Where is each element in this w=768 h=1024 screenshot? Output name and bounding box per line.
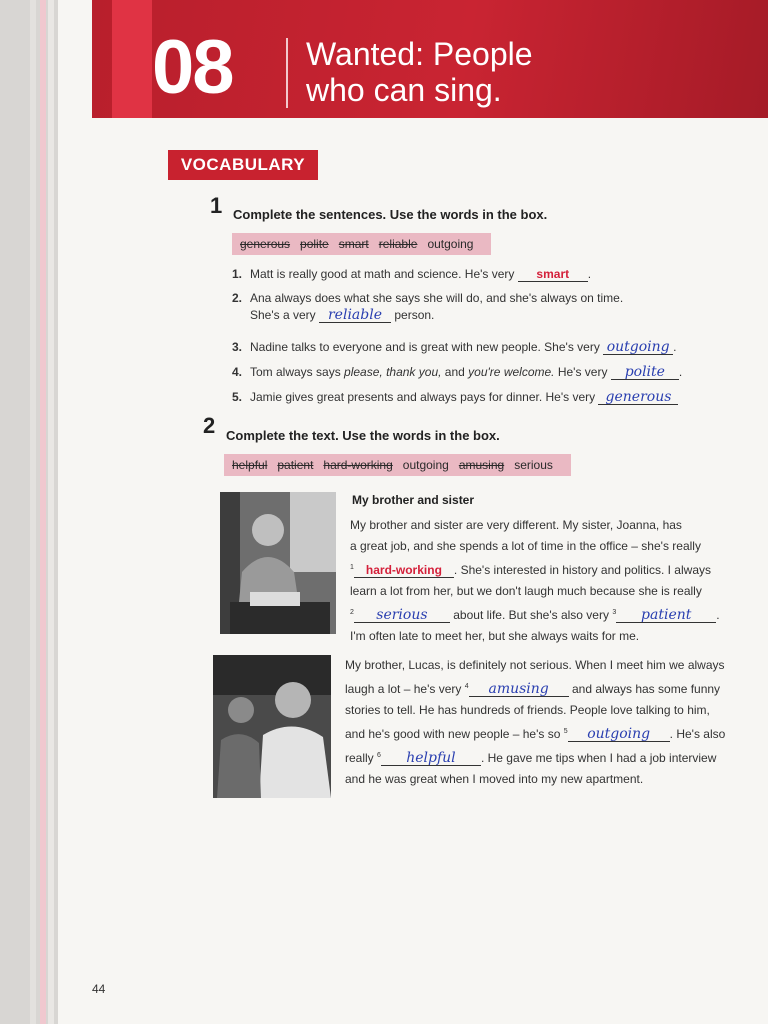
sentence-item: 4. Tom always says please, thank you, and you're welcome. He's very polite . bbox=[232, 364, 683, 380]
answer-blank[interactable]: outgoing bbox=[603, 340, 673, 355]
sentence-item-cont: She's a very reliable person. bbox=[250, 307, 435, 323]
exercise-instruction: Complete the sentences. Use the words in the box. bbox=[233, 207, 548, 222]
answer-blank[interactable]: patient bbox=[616, 608, 716, 623]
unit-title: Wanted: People who can sing. bbox=[306, 36, 533, 108]
answer-blank[interactable]: outgoing bbox=[568, 727, 670, 742]
unit-number: 08 bbox=[152, 25, 233, 110]
photo-sister bbox=[220, 492, 336, 634]
exercise-number: 2 bbox=[203, 413, 216, 438]
sentence-item: 5. Jamie gives great presents and always pays for dinner. He's very generous bbox=[232, 390, 678, 405]
exercise-instruction: Complete the text. Use the words in the box. bbox=[226, 428, 500, 443]
paragraph-sister: My brother and sister are very different. My sister, Joanna, has a great job, and she spends a lot of time in the office – she's really $^1$ hard-working . She's interested in history and politics. I always learn a lot from her, but we don't laugh much because she is really $^2$ serious about life. But she's also very $^3$ patient . I'm often late to meet her, but she always waits for me. bbox=[350, 518, 720, 643]
answer-blank[interactable]: serious bbox=[354, 608, 450, 623]
answer-blank[interactable]: reliable bbox=[319, 308, 391, 323]
answer-blank[interactable]: helpful bbox=[381, 751, 481, 766]
page-edge bbox=[48, 0, 54, 1024]
answer-blank[interactable]: generous bbox=[598, 390, 678, 405]
sentence-item: 1. Matt is really good at math and science. He's very smart . bbox=[232, 267, 592, 281]
answer-blank[interactable]: amusing bbox=[469, 682, 569, 697]
paragraph-brother: My brother, Lucas, is definitely not serious. When I meet him we always laugh a lot – he's very $^4$ amusing and always has some funny stories to tell. He has hundreds of friends. People love talking to him, and he's good with new people – he's so $^5$ outgoing . He's also really $^6$ helpful . He gave me tips when I had a job interview and he was great when I moved into my new apartment. bbox=[345, 658, 726, 786]
sentence-item: 2. Ana always does what she says she will do, and she's always on time. bbox=[232, 291, 624, 305]
answer-blank[interactable]: polite bbox=[611, 365, 679, 380]
page-number: 44 bbox=[92, 982, 106, 996]
exercise-number: 1 bbox=[210, 193, 223, 218]
text-subheading: My brother and sister bbox=[352, 493, 475, 507]
banner-divider bbox=[286, 38, 288, 108]
sentence-item: 3. Nadine talks to everyone and is great with new people. She's very outgoing . bbox=[232, 339, 677, 355]
section-label: VOCABULARY bbox=[168, 150, 318, 180]
word-box: generous polite smart reliable outgoing bbox=[232, 233, 491, 255]
answer-blank[interactable]: hard-working bbox=[354, 563, 454, 578]
word-box: helpful patient hard-working outgoing amusing serious bbox=[224, 454, 571, 476]
page-edge bbox=[30, 0, 36, 1024]
photo-brother bbox=[213, 655, 331, 798]
answer-blank[interactable]: smart bbox=[518, 267, 588, 282]
page-edge bbox=[40, 0, 46, 1024]
workbook-page bbox=[58, 0, 768, 1024]
